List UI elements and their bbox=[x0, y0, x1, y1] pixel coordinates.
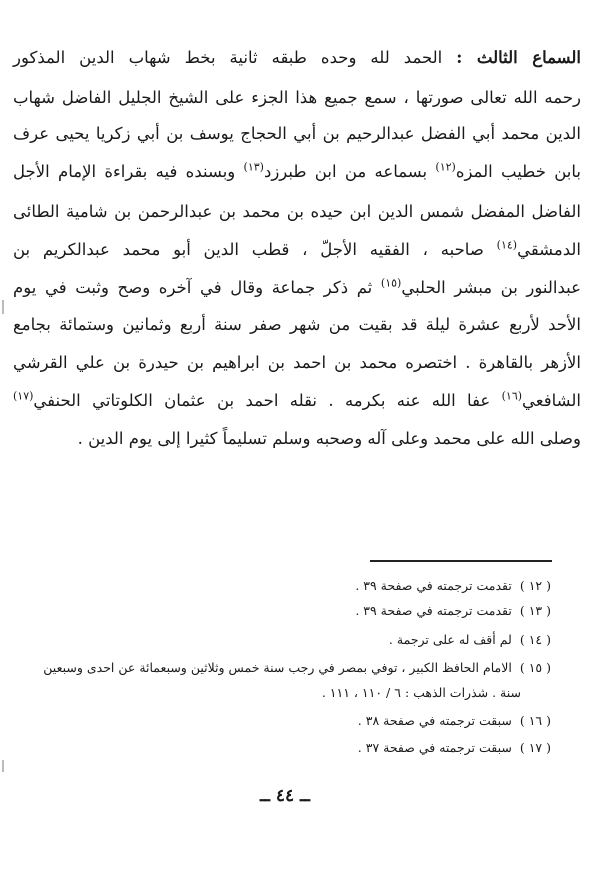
footnote-text: سنة . شذرات الذهب : ٦ / ١١٠ ، ١١١ . bbox=[321, 685, 521, 700]
footnote-ref: (١٤) bbox=[496, 238, 518, 252]
footnote-text: سبقت ترجمته في صفحة ٣٧ . bbox=[357, 740, 512, 755]
footnote-12 bbox=[31, 578, 551, 594]
scan-edge-mark bbox=[2, 300, 4, 314]
body-text-segment: الدمشقي bbox=[517, 240, 581, 259]
footnote-text: لم أقف له على ترجمة . bbox=[388, 632, 512, 647]
footnote-text: الامام الحافظ الكبير ، توفي بمصر في رجب سنة خمس وثلاثين وسبعمائة عن احدى وسبعين bbox=[43, 660, 512, 675]
scan-edge-mark bbox=[2, 760, 4, 772]
footnote-text: سبقت ترجمته في صفحة ٣٨ . bbox=[357, 713, 512, 728]
footnote-number: ( ١٧ ) bbox=[519, 740, 551, 755]
footnote-15-continuation bbox=[31, 685, 521, 701]
footnote-text: تقدمت ترجمته في صفحة ٣٩ . bbox=[355, 578, 512, 593]
body-text-segment: الحمد لله وحده طبقه ثانية بخط شهاب الدين المذكور bbox=[13, 48, 443, 67]
body-line-9 bbox=[13, 353, 581, 373]
footnote-ref: (١٧) bbox=[13, 389, 34, 403]
body-text-segment: بابن خطيب المزه bbox=[455, 162, 581, 181]
footnote-number: ( ١٢ ) bbox=[519, 578, 551, 593]
body-text-segment: صاحبه ، الفقيه الأجلّ ، قطب الدين أبو محمد عبدالكريم بن bbox=[13, 240, 497, 259]
footnote-number: ( ١٦ ) bbox=[519, 713, 551, 728]
body-line-3 bbox=[13, 124, 581, 144]
body-line-11 bbox=[13, 429, 581, 449]
footnote-14 bbox=[31, 632, 551, 648]
footnote-text: تقدمت ترجمته في صفحة ٣٩ . bbox=[355, 603, 512, 618]
body-text-segment: عبدالنور بن مبشر الحلبي bbox=[401, 278, 581, 297]
section-heading: السماع الثالث : bbox=[456, 48, 581, 67]
footnote-separator bbox=[370, 560, 552, 562]
body-text-segment: الفاضل المفضل شمس الدين ابن حيده بن محمد بن عبدالرحمن بن شامية الطائى bbox=[13, 202, 581, 221]
body-line-10 bbox=[13, 391, 581, 411]
body-line-5 bbox=[13, 202, 581, 222]
body-line-1 bbox=[13, 48, 581, 68]
footnote-ref: (١٣) bbox=[243, 160, 264, 174]
footnote-ref: (١٥) bbox=[380, 276, 402, 290]
footnote-15 bbox=[31, 660, 551, 676]
body-line-7 bbox=[13, 278, 581, 298]
body-line-4 bbox=[13, 162, 581, 182]
footnote-ref: (١٦) bbox=[501, 389, 523, 403]
footnote-ref: (١٢) bbox=[435, 160, 456, 174]
footnote-number: ( ١٤ ) bbox=[519, 632, 551, 647]
body-text-segment: الأحد لأربع عشرة ليلة قد بقيت من شهر صفر سنة أربع وثمانين وستمائة بجامع bbox=[13, 315, 581, 334]
body-text-segment: الدين محمد أبي الفضل عبدالرحيم بن أبي الحجاج يوسف بن أبي زكريا يحيى عرف bbox=[13, 124, 581, 143]
footnote-number: ( ١٣ ) bbox=[519, 603, 551, 618]
footnote-13 bbox=[31, 603, 551, 619]
body-text-segment: بسماعه من ابن طبرزد bbox=[263, 162, 436, 181]
page-number: ــ ٤٤ ــ bbox=[259, 786, 311, 806]
footnote-16 bbox=[31, 713, 551, 729]
body-text-segment: وصلى الله على محمد وعلى آله وصحبه وسلم تسليماً كثيرا إلى يوم الدين . bbox=[77, 429, 581, 448]
body-text-segment: عفا الله عنه بكرمه . نقله احمد بن عثمان الكلوتاتي الحنفي bbox=[33, 391, 502, 410]
body-text-segment: رحمه الله تعالى صورتها ، سمع جميع هذا الجزء على الشيخ الجليل الفاضل شهاب bbox=[13, 88, 581, 107]
body-line-8 bbox=[13, 315, 581, 335]
body-line-6 bbox=[13, 240, 581, 260]
body-text-segment: الأزهر بالقاهرة . اختصره محمد بن احمد بن ابراهيم بن حيدرة بن علي القرشي bbox=[13, 353, 581, 372]
body-text-segment: الشافعي bbox=[522, 391, 581, 410]
footnote-number: ( ١٥ ) bbox=[519, 660, 551, 675]
footnote-17 bbox=[31, 740, 551, 756]
body-text-segment: وبسنده فيه بقراءة الإمام الأجل bbox=[13, 162, 244, 181]
body-text-segment: ثم ذكر جماعة وقال في آخره وصح وثبت في يوم bbox=[13, 278, 381, 297]
body-line-2 bbox=[13, 88, 581, 108]
